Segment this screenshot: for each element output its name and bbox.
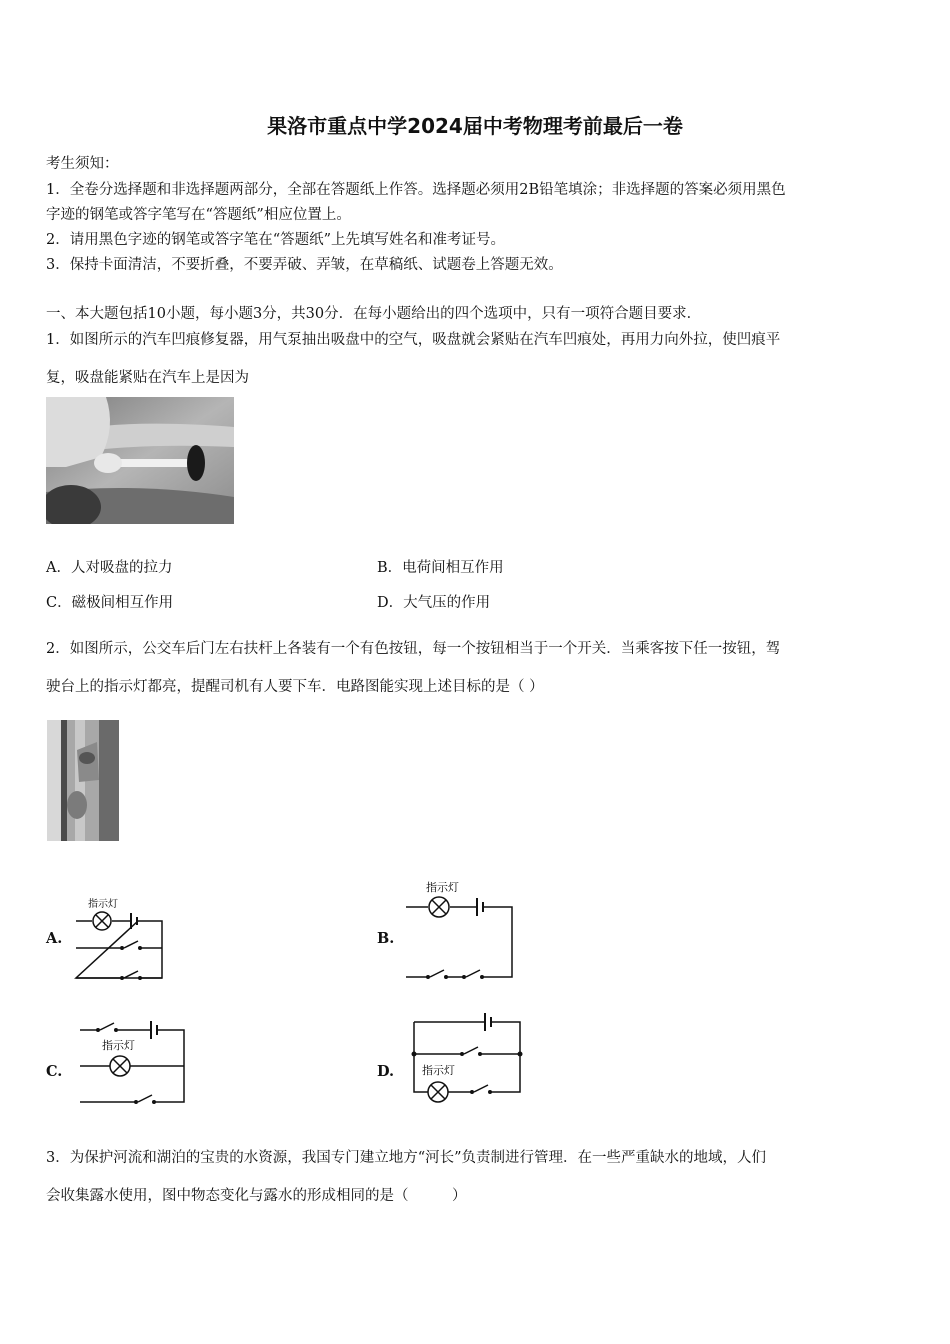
- q1-option-b[interactable]: B．电荷间相互作用: [377, 560, 504, 576]
- q2-option-a-label[interactable]: A.: [46, 930, 63, 947]
- dent-repair-photo: [46, 397, 234, 524]
- q2-option-b-label[interactable]: B.: [377, 930, 395, 947]
- notice-item-1-cont: 字迹的钢笔或答字笔写在“答题纸”相应位置上。: [46, 207, 351, 223]
- bus-button-photo: [47, 720, 119, 841]
- lamp-label: 指示灯: [102, 1039, 135, 1052]
- circuit-diagram-a[interactable]: [70, 896, 170, 984]
- circuit-diagram-b[interactable]: [400, 877, 518, 983]
- question-3-text: 3．为保护河流和湖泊的宝贵的水资源，我国专门建立地方“河长”负责制进行管理．在一些严重缺水的地域，人们: [46, 1150, 767, 1166]
- section-1-instructions: 一、本大题包括10小题，每小题3分，共30分．在每小题给出的四个选项中，只有一项符合题目要求．: [46, 306, 702, 322]
- notice-item-3: 3．保持卡面清洁，不要折叠，不要弄破、弄皱，在草稿纸、试题卷上答题无效。: [46, 257, 563, 273]
- lamp-label: 指示灯: [88, 899, 118, 910]
- q2-option-c-label[interactable]: C.: [46, 1063, 63, 1080]
- question-3-text-cont: 会收集露水使用，图中物态变化与露水的形成相同的是（ ）: [46, 1188, 467, 1204]
- q1-option-c[interactable]: C．磁极间相互作用: [46, 595, 174, 611]
- page-title: 果洛市重点中学2024届中考物理考前最后一卷: [267, 114, 683, 138]
- question-1-text-cont: 复，吸盘能紧贴在汽车上是因为: [46, 370, 249, 386]
- notice-heading: 考生须知：: [46, 156, 119, 172]
- q1-option-a[interactable]: A．人对吸盘的拉力: [46, 560, 173, 576]
- circuit-diagram-d[interactable]: [406, 1010, 526, 1110]
- notice-item-1: 1．全卷分选择题和非选择题两部分，全部在答题纸上作答。选择题必须用2B铅笔填涂；非选择题的答案必须用黑色: [46, 182, 786, 198]
- q1-option-d[interactable]: D．大气压的作用: [377, 595, 491, 611]
- question-2-text-cont: 驶台上的指示灯都亮，提醒司机有人要下车．电路图能实现上述目标的是（ ）: [46, 679, 544, 695]
- lamp-label: 指示灯: [426, 881, 459, 894]
- q2-option-d-label[interactable]: D.: [377, 1063, 395, 1080]
- question-2-text: 2．如图所示，公交车后门左右扶杆上各装有一个有色按钮，每一个按钮相当于一个开关．当乘客按下任一按钮，驾: [46, 641, 781, 657]
- notice-item-2: 2．请用黑色字迹的钢笔或答字笔在“答题纸”上先填写姓名和准考证号。: [46, 232, 506, 248]
- circuit-diagram-c[interactable]: [74, 1018, 190, 1108]
- question-1-text: 1．如图所示的汽车凹痕修复器，用气泵抽出吸盘中的空气，吸盘就会紧贴在汽车凹痕处，再用力向外拉，使凹痕平: [46, 332, 781, 348]
- lamp-label: 指示灯: [422, 1064, 455, 1077]
